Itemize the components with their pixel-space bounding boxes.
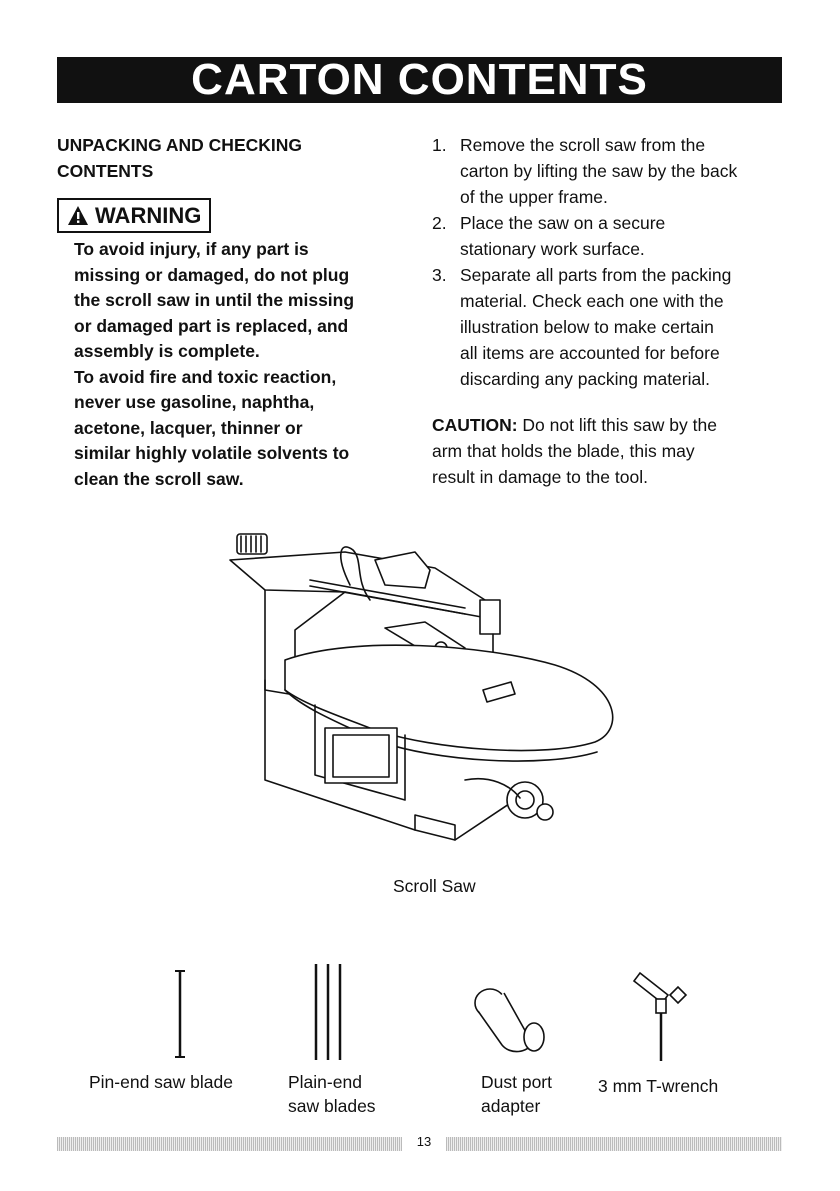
left-column	[57, 132, 412, 492]
part-caption-line: 3 mm T-wrench	[598, 1076, 719, 1096]
warning-triangle-icon	[67, 205, 89, 227]
footer-rule-left	[57, 1137, 402, 1151]
caution-label: CAUTION:	[432, 415, 518, 435]
part-caption	[288, 1070, 376, 1118]
warning-line: missing or damaged, do not plug	[74, 264, 350, 285]
warning-line: acetone, lacquer, thinner or	[74, 417, 303, 438]
part-caption	[481, 1070, 552, 1118]
warning-label: WARNING	[95, 203, 202, 228]
step-line: illustration below to make certain	[460, 317, 714, 337]
scroll-saw-caption: Scroll Saw	[393, 876, 476, 896]
step-item	[432, 262, 792, 392]
warning-line: never use gasoline, naphtha,	[74, 392, 315, 412]
page-title: CARTON CONTENTS	[191, 55, 648, 104]
caution-note	[432, 412, 792, 490]
warning-line: similar highly volatile solvents to	[74, 443, 350, 463]
step-number: 1.	[432, 135, 447, 155]
pin-end-blade-icon	[170, 965, 190, 1063]
step-item	[432, 210, 792, 262]
unpacking-steps	[432, 132, 792, 392]
warning-line: assembly is complete.	[74, 341, 260, 361]
caution-line: Do not lift this saw by the	[517, 415, 717, 435]
step-line: stationary work surface.	[460, 239, 645, 259]
part-caption-line: Pin-end saw blade	[89, 1072, 233, 1092]
step-line: all items are accounted for before	[460, 343, 720, 363]
caution-line: result in damage to the tool.	[432, 467, 648, 487]
right-column	[432, 132, 792, 490]
step-item	[432, 132, 792, 210]
page-title-banner	[57, 57, 782, 103]
warning-line: or damaged part is replaced, and	[74, 315, 349, 336]
part-caption-line: saw blades	[288, 1096, 376, 1116]
t-wrench-icon	[620, 965, 690, 1065]
part-caption	[89, 1070, 233, 1094]
step-number: 3.	[432, 265, 447, 285]
warning-line: clean the scroll saw.	[74, 468, 244, 489]
step-line: of the upper frame.	[460, 187, 608, 207]
step-line: Separate all parts from the packing	[460, 265, 732, 285]
step-number: 2.	[432, 213, 447, 233]
dust-port-adapter-icon	[470, 985, 550, 1057]
caution-line: arm that holds the blade, this may	[432, 441, 695, 461]
section-heading-line-2: CONTENTS	[57, 161, 154, 181]
step-line: discarding any packing material.	[460, 369, 710, 389]
plain-end-blades-icon	[308, 960, 348, 1064]
footer-rule-right	[446, 1137, 782, 1151]
warning-line: To avoid injury, if any part is	[74, 239, 309, 259]
scroll-saw-illustration	[225, 530, 625, 870]
step-line: Place the saw on a secure	[460, 213, 666, 233]
step-line: Remove the scroll saw from the	[460, 135, 706, 155]
warning-line: the scroll saw in until the missing	[74, 290, 355, 310]
warning-label-box	[57, 198, 211, 233]
section-heading-line-1: UNPACKING AND CHECKING	[57, 135, 302, 155]
warning-text	[74, 237, 412, 492]
part-caption-line: adapter	[481, 1096, 541, 1116]
part-caption	[598, 1074, 718, 1098]
page-number: 13	[416, 1134, 432, 1149]
step-line: carton by lifting the saw by the back	[460, 161, 738, 181]
part-caption-line: Plain-end	[288, 1072, 362, 1092]
step-line: material. Check each one with the	[460, 291, 724, 311]
warning-line: To avoid fire and toxic reaction,	[74, 366, 337, 387]
part-caption-line: Dust port	[481, 1072, 552, 1092]
